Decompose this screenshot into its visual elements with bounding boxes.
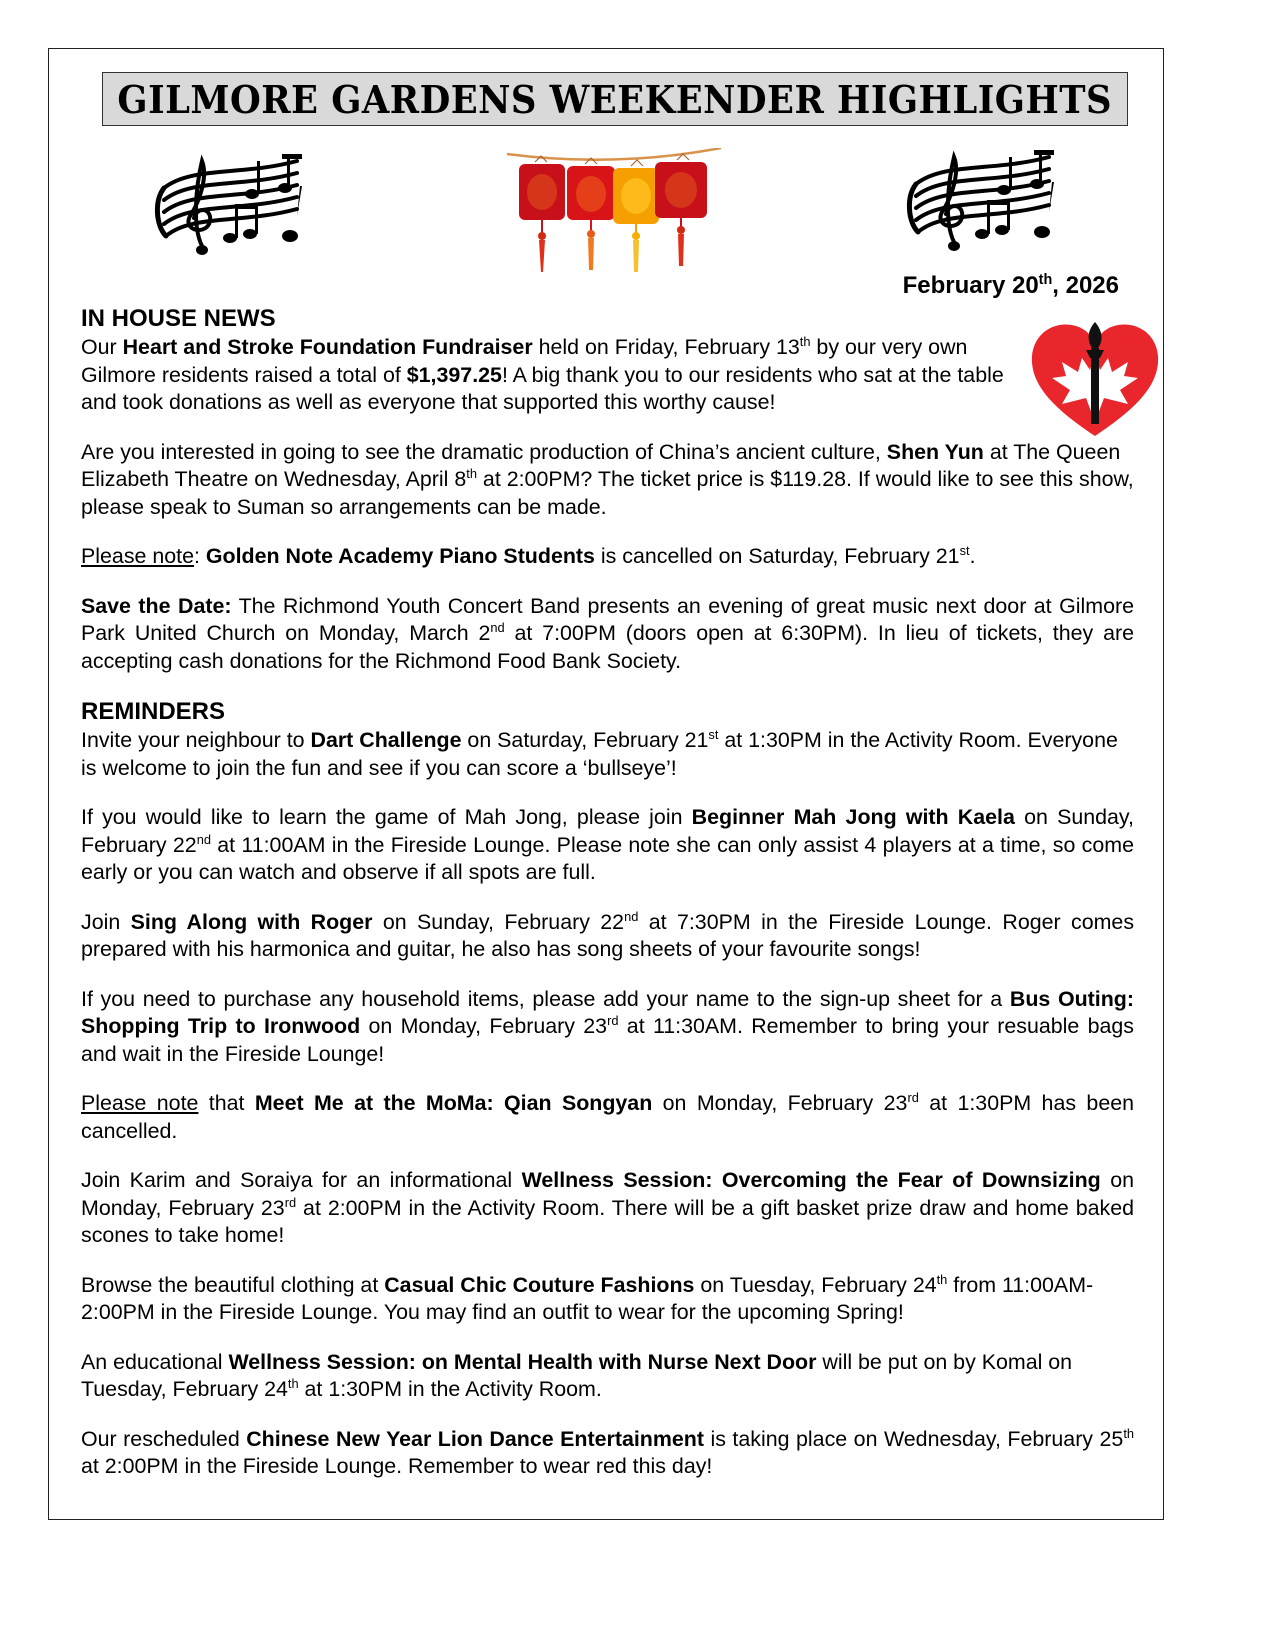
news-item-save-the-date: Save the Date: The Richmond Youth Concert Band presents an evening of great music next door at Gilmore Park United Church on Monday, March 2nd at 7:00PM (doors open at 6:30PM). In lieu of tickets, they are accepting cash donations for the Richmond Food Bank Society. [81, 593, 1134, 673]
reminder-fashions: Browse the beautiful clothing at Casual Chic Couture Fashions on Tuesday, February 24th from 11:00AM-2:00PM in the Fireside Lounge. You may find an outfit to wear for the upcoming Spring! [81, 1271, 1094, 1324]
reminder-bus-outing: If you need to purchase any household items, please add your name to the sign-up sheet for a Bus Outing: Shopping Trip to Ironwood on Monday, February 23rd at 11:30AM. Remember to bring your resuable bags and wait in the Fireside Lounge! [81, 986, 1135, 1066]
reminder-mah-jong: If you would like to learn the game of Mah Jong, please join Beginner Mah Jong with Kaela on Sunday, February 22nd at 11:00AM in the Fireside Lounge. Please note she can only assist 4 players at a time, so come early or you can watch and observe if all spots are full. [81, 805, 1134, 884]
reminder-moma-cancelled: Please note that Meet Me at the MoMa: Qian Songyan on Monday, February 23rd at 1:30PM has been cancelled. [81, 1089, 1135, 1143]
issue-date: February 20th, 2026 [902, 272, 1119, 299]
section-heading-in-house-news: IN HOUSE NEWS [81, 305, 276, 332]
reminder-lion-dance: Our rescheduled Chinese New Year Lion Dance Entertainment is taking place on Wednesday, February 25th at 2:00PM in the Fireside Lounge. Remember to wear red this day! [81, 1425, 1135, 1478]
chinese-lanterns-icon [505, 148, 723, 274]
music-notes-icon [904, 142, 1054, 252]
news-item-fundraiser: Our Heart and Stroke Foundation Fundraiser held on Friday, February 13th by our very own Gilmore residents raised a total of $1,397.25! A big thank you to our residents who sat at the table and took donations as well as everyone that supported this worthy cause! [81, 333, 1004, 414]
page-title: GILMORE GARDENS WEEKENDER HIGHLIGHTS [117, 76, 1113, 122]
music-notes-icon [152, 146, 302, 256]
reminder-sing-along: Join Sing Along with Roger on Sunday, February 22nd at 7:30PM in the Fireside Lounge. Roger comes prepared with his harmonica and guitar, he also has song sheets of your favourite songs! [81, 908, 1135, 961]
title-banner [102, 72, 1128, 126]
reminder-wellness-downsizing: Join Karim and Soraiya for an informational Wellness Session: Overcoming the Fear of Downsizing on Monday, February 23rd at 2:00PM in the Activity Room. There will be a gift basket prize draw and home baked scones to take home! [81, 1168, 1134, 1247]
news-item-piano-cancelled: Please note: Golden Note Academy Piano Students is cancelled on Saturday, February 21st. [81, 542, 976, 568]
news-item-shen-yun: Are you interested in going to see the dramatic production of China’s ancient culture, Shen Yun at The Queen Elizabeth Theatre on Wednesday, April 8th at 2:00PM? The ticket price is $119.28. If would like to see this show, please speak to Suman so arrangements can be made. [81, 439, 1134, 519]
reminder-wellness-mental-health: An educational Wellness Session: on Mental Health with Nurse Next Door will be put on by Komal on Tuesday, February 24th at 1:30PM in the Activity Room. [81, 1349, 1073, 1401]
section-heading-reminders: REMINDERS [81, 698, 226, 725]
newsletter-body [81, 304, 1134, 1503]
reminder-dart-challenge: Invite your neighbour to Dart Challenge on Saturday, February 21st at 1:30PM in the Activity Room. Everyone is welcome to join the fun and see if you can score a ‘bullseye’! [81, 726, 1118, 780]
